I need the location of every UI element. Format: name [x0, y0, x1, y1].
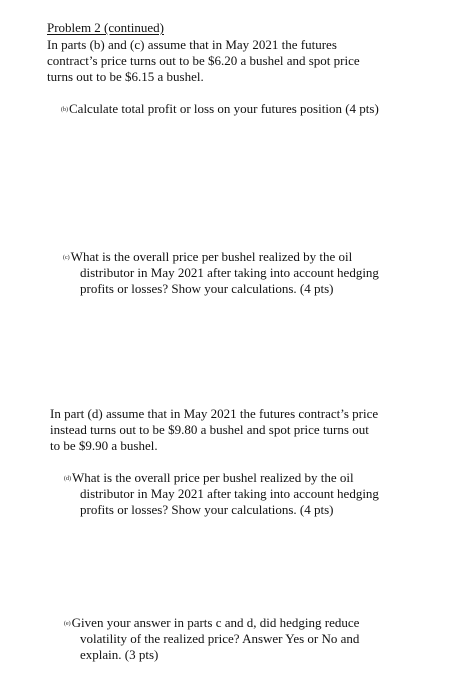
- question-b-label: (b): [61, 107, 68, 113]
- intro-1-line: contract’s price turns out to be $6.20 a bushel and spot price: [47, 53, 360, 68]
- question-c-line: distributor in May 2021 after taking into account hedging: [80, 265, 379, 280]
- intro-1-line: turns out to be $6.15 a bushel.: [47, 69, 204, 84]
- question-b-line: [61, 101, 379, 118]
- question-e-text: Given your answer in parts c and d, did hedging reduce: [71, 615, 360, 630]
- question-d-line: distributor in May 2021 after taking into account hedging: [80, 486, 379, 501]
- question-d-line: profits or losses? Show your calculations. (4 pts): [80, 502, 334, 517]
- intro-2-line: to be $9.90 a bushel.: [50, 438, 158, 453]
- question-c-line: [63, 249, 352, 266]
- question-c-line: profits or losses? Show your calculations. (4 pts): [80, 281, 334, 296]
- question-e-line: volatility of the realized price? Answer Yes or No and: [80, 631, 360, 646]
- question-d-line: [64, 470, 354, 487]
- question-b-text: Calculate total profit or loss on your futures position (4 pts): [69, 101, 379, 116]
- question-d-label: (d): [64, 476, 71, 482]
- question-e-line: explain. (3 pts): [80, 647, 159, 662]
- question-e-line: [64, 615, 359, 632]
- intro-2-line: instead turns out to be $9.80 a bushel and spot price turns out: [50, 422, 369, 437]
- problem-heading: Problem 2 (continued): [47, 20, 164, 35]
- intro-2-line: In part (d) assume that in May 2021 the futures contract’s price: [50, 406, 379, 421]
- question-c-label: (c): [63, 255, 70, 261]
- question-c-text: What is the overall price per bushel realized by the oil: [70, 249, 353, 264]
- question-d-text: What is the overall price per bushel realized by the oil: [72, 470, 354, 485]
- intro-1-line: In parts (b) and (c) assume that in May 2021 the futures: [47, 37, 337, 52]
- question-e-label: (e): [64, 621, 71, 627]
